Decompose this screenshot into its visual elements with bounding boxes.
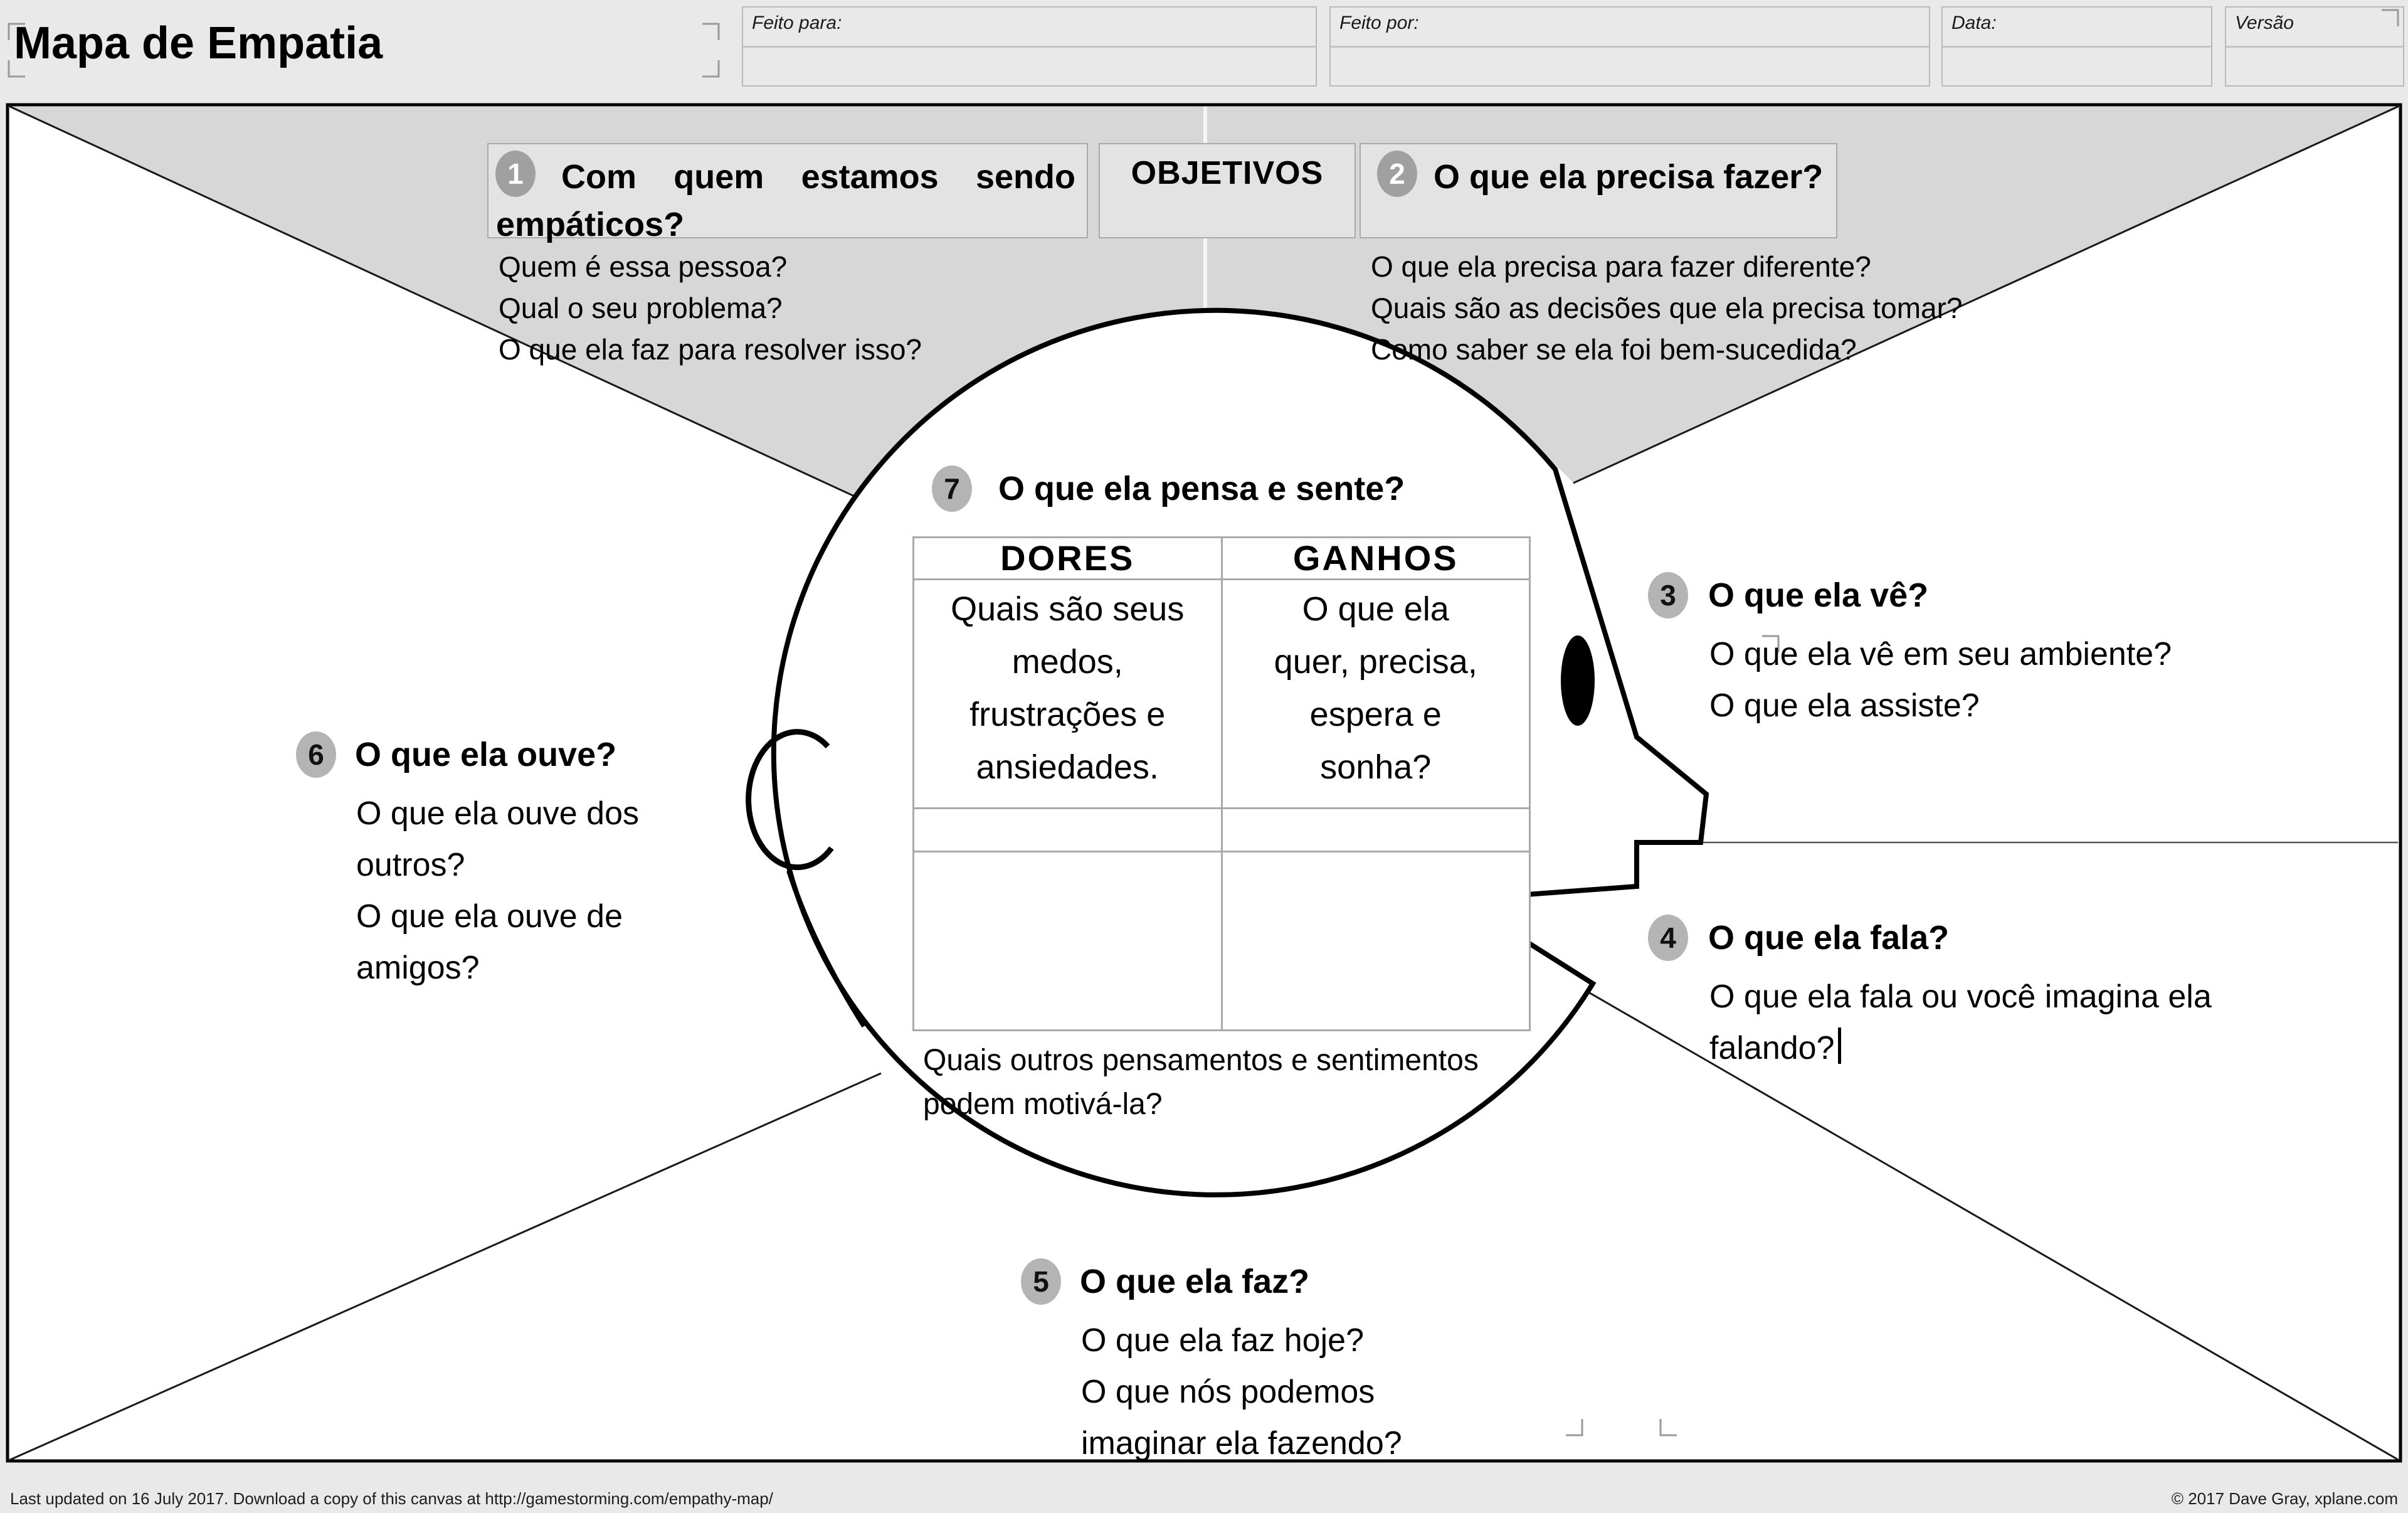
- question: Qual o seu problema?: [499, 292, 783, 324]
- section-4-title: O que ela fala?: [1708, 919, 1950, 957]
- section-2-badge: 2: [1377, 151, 1417, 197]
- question: [1709, 971, 2343, 1074]
- ganhos-line: espera e: [1309, 696, 1442, 733]
- table-header-row: [914, 538, 1529, 578]
- field-feito-por-input[interactable]: [1331, 48, 1929, 84]
- question: O que ela vê em seu ambiente?: [1709, 636, 2172, 672]
- page-title: Mapa de Empatia: [14, 18, 383, 68]
- field-data-label: Data:: [1943, 8, 2211, 48]
- section-4-badge: 4: [1648, 915, 1688, 961]
- question: O que ela ouve dos outros?: [356, 795, 639, 883]
- section-1-title: Com quem estamos sendo empáticos?: [496, 158, 1075, 243]
- field-versao: [2225, 6, 2404, 87]
- field-feito-para-input[interactable]: [743, 48, 1316, 84]
- dores-empty-cell[interactable]: [914, 852, 1221, 1029]
- dores-line: ansiedades.: [976, 748, 1159, 786]
- field-feito-para-label: Feito para:: [743, 8, 1316, 48]
- section-1-header-box: [487, 143, 1088, 243]
- section-5-questions: [1081, 1315, 1464, 1469]
- section-1-questions: [499, 246, 922, 370]
- question: O que ela precisa para fazer diferente?: [1371, 250, 1871, 283]
- field-versao-label: Versão: [2226, 8, 2403, 48]
- text-caret: [1838, 1027, 1841, 1064]
- question: O que ela assiste?: [1709, 687, 1980, 724]
- field-data: [1941, 6, 2212, 87]
- ganhos-empty-cell[interactable]: [1221, 852, 1529, 1029]
- section-2-questions: [1371, 246, 1963, 370]
- dores-line: Quais são seus: [951, 590, 1185, 628]
- section-7-footnote: [923, 1039, 1479, 1127]
- dores-line: frustrações e: [969, 696, 1166, 733]
- footnote-line: Quais outros pensamentos e sentimentos: [923, 1044, 1479, 1077]
- ganhos-header: GANHOS: [1221, 538, 1529, 578]
- footer-update-note: Last updated on 16 July 2017. Download a copy of this canvas at http://gamestorming.com/empathy-map/: [10, 1489, 773, 1508]
- footer-copyright: © 2017 Dave Gray, xplane.com: [2171, 1489, 2398, 1508]
- ganhos-line: quer, precisa,: [1274, 643, 1477, 681]
- question: O que ela faz hoje?: [1081, 1322, 1364, 1359]
- section-6-title: O que ela ouve?: [355, 736, 617, 773]
- section-2-title: O que ela precisa fazer?: [1434, 158, 1824, 196]
- dores-empty-cell[interactable]: [914, 809, 1221, 851]
- field-feito-por: [1329, 6, 1930, 87]
- question: Quais são as decisões que ela precisa tomar?: [1371, 292, 1963, 324]
- field-data-input[interactable]: [1943, 48, 2211, 84]
- section-6-badge: 6: [296, 731, 336, 778]
- table-empty-row: [914, 851, 1529, 1029]
- field-versao-input[interactable]: [2226, 48, 2403, 84]
- section-7-badge: 7: [932, 465, 972, 512]
- objetivos-label: OBJETIVOS: [1131, 155, 1324, 191]
- ganhos-line: sonha?: [1320, 748, 1432, 786]
- section-6-questions: [356, 788, 732, 994]
- dores-ganhos-table: [912, 536, 1531, 1031]
- field-feito-por-label: Feito por:: [1331, 8, 1929, 48]
- eye-icon: [1561, 635, 1595, 726]
- question: O que ela ouve de amigos?: [356, 898, 623, 986]
- dores-header: DORES: [1000, 538, 1135, 578]
- ganhos-empty-cell[interactable]: [1221, 809, 1529, 851]
- section-7-title: O que ela pensa e sente?: [998, 470, 1405, 507]
- section-2-header-box: [1360, 143, 1837, 238]
- objetivos-box: [1099, 143, 1356, 238]
- section-3-title: O que ela vê?: [1708, 576, 1929, 614]
- section-3-questions: [1709, 629, 2399, 731]
- question-text: O que ela fala ou você imagina ela falando?: [1709, 979, 2212, 1066]
- section-5-title: O que ela faz?: [1080, 1263, 1310, 1300]
- section-1-badge: 1: [495, 151, 536, 197]
- footnote-line: podem motivá-la?: [923, 1088, 1163, 1121]
- question: O que ela faz para resolver isso?: [499, 333, 922, 366]
- table-empty-row: [914, 807, 1529, 851]
- table-content-row: [914, 578, 1529, 807]
- field-feito-para: [742, 6, 1317, 87]
- ganhos-cell[interactable]: [1221, 580, 1529, 807]
- section-4-questions[interactable]: [1709, 971, 2343, 1074]
- question: Como saber se ela foi bem-sucedida?: [1371, 333, 1857, 366]
- section-5-badge: 5: [1021, 1258, 1061, 1305]
- question: O que nós podemos imaginar ela fazendo?: [1081, 1374, 1402, 1462]
- question: Quem é essa pessoa?: [499, 250, 788, 283]
- dores-line: medos,: [1011, 643, 1123, 681]
- ganhos-line: O que ela: [1302, 590, 1449, 628]
- dores-cell[interactable]: [914, 580, 1221, 807]
- section-3-badge: 3: [1648, 572, 1688, 618]
